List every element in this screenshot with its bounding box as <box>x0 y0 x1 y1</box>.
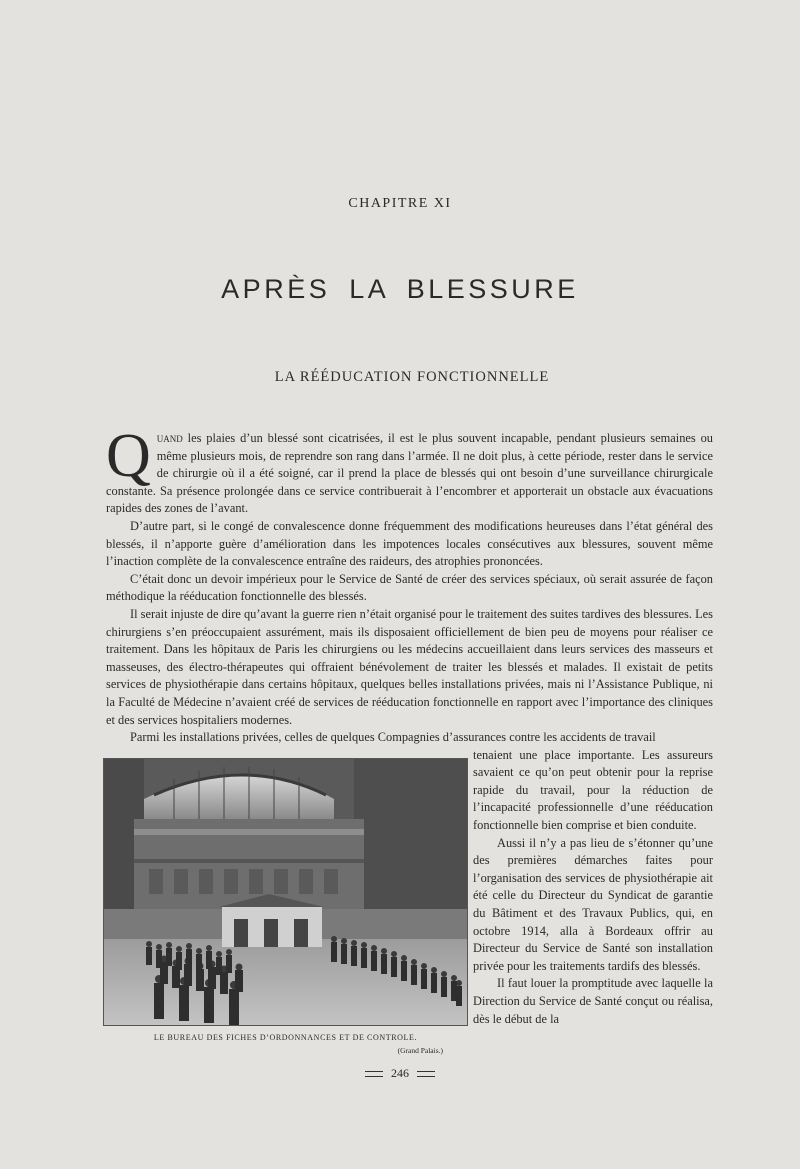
paragraph-5 <box>106 729 713 747</box>
page-number: 246 <box>391 1066 409 1080</box>
photo-caption-location: (Grand Palais.) <box>397 1046 443 1055</box>
photograph <box>103 758 468 1026</box>
paragraph-5-cont: tenaient une place importante. Les assureurs savaient ce qu’on peut obtenir pour la reprise rapide du travail, pour la réduction de l’incapacité professionnelle d’une rééducation fonctionnelle bien comprise et bien conduite. <box>473 747 713 833</box>
paragraph-5-lead: Parmi les installations privées, celles de quelques Compagnies d’assurances contre les accidents de travail <box>130 730 656 745</box>
folio-ornament-left <box>365 1071 383 1077</box>
paragraph-3: C’était donc un devoir impérieux pour le Service de Santé de créer des services spéciaux, où serait assurée de façon méthodique la rééducation fonctionnelle des blessés. <box>106 571 713 604</box>
chapter-title: APRÈS LA BLESSURE <box>221 274 579 304</box>
paragraph-2: D’autre part, si le congé de convalescence donne fréquemment des modifications heureuses dans l’état général des blessés, il n’apporte guère d’amélioration dans les impotences locales consécutives aux blessures, souvent même l’inaction complète de la convalescence entraîne des raideurs, des atrophies prononcées. <box>106 518 713 569</box>
paragraph-6: Aussi il n’y a pas lieu de s’étonner qu’une des premières démarches faites pour l’organisation des services de physiothérapie ait été celle du Directeur du Syndicat de garantie du Bâtiment et des Travaux Publics, qui, en octobre 1914, alla à Bordeaux offrir au Directeur du Service de Santé son installation privée pour les traitements tardifs des blessés. <box>473 835 713 973</box>
section-heading: LA RÉÉDUCATION FONCTIONNELLE <box>274 369 550 385</box>
page-number-footer <box>0 1066 800 1081</box>
paragraph-7: Il faut louer la promptitude avec laquelle la Direction du Service de Santé conçut ou réalisa, dès le début de la <box>473 976 713 1026</box>
photo-caption: LE BUREAU DES FICHES D’ORDONNANCES ET DE CONTROLE. <box>153 1033 418 1042</box>
hall-photo-illustration <box>104 759 468 1026</box>
paragraph-4: Il serait injuste de dire qu’avant la guerre rien n’était organisé pour le traitement des suites tardives des blessures. Les chirurgiens s’en préoccupaient assurément, mais ils disposaient officiellement de bien peu de moyens pour réaliser ce traitement. Dans les hôpitaux de Paris les chirurgiens ou les médecins accueillaient dans leurs services des masseurs et masseuses, des électro-thérapeutes qui offraient bénévolement de traiter les blessés et malades. Il existait de petits services de physiothérapie dans certains hôpitaux, quelques belles installations privées, mais ni l’Assistance Publique, ni la Faculté de Médecine n’avaient créé de services de rééducation fonctionnelle en rapport avec l’importance des cliniques et des services hospitaliers modernes. <box>106 606 713 727</box>
chapter-heading: CHAPITRE XI <box>348 196 452 211</box>
paragraph-1-text: les plaies d’un blessé sont cicatrisées, il est le plus souvent incapable, pendant plusieurs semaines ou même plusieurs mois, de reprendre son rang dans l’armée. Il ne doit plus, à cette période, rester dans le service de chirurgie où il a été soigné, car il prend la place de blessés qui ont besoin d’une surveillance chirurgicale constante. Sa présence prolongée dans ce service contribuerait à l’encombrer et apporterait un obstacle aux évacuations rapides des zones de l’avant. <box>106 431 713 516</box>
drop-cap: Q <box>106 422 151 490</box>
paragraph-1 <box>106 422 713 518</box>
paragraph-1-lead: uand <box>156 431 183 445</box>
folio-ornament-right <box>417 1071 435 1077</box>
